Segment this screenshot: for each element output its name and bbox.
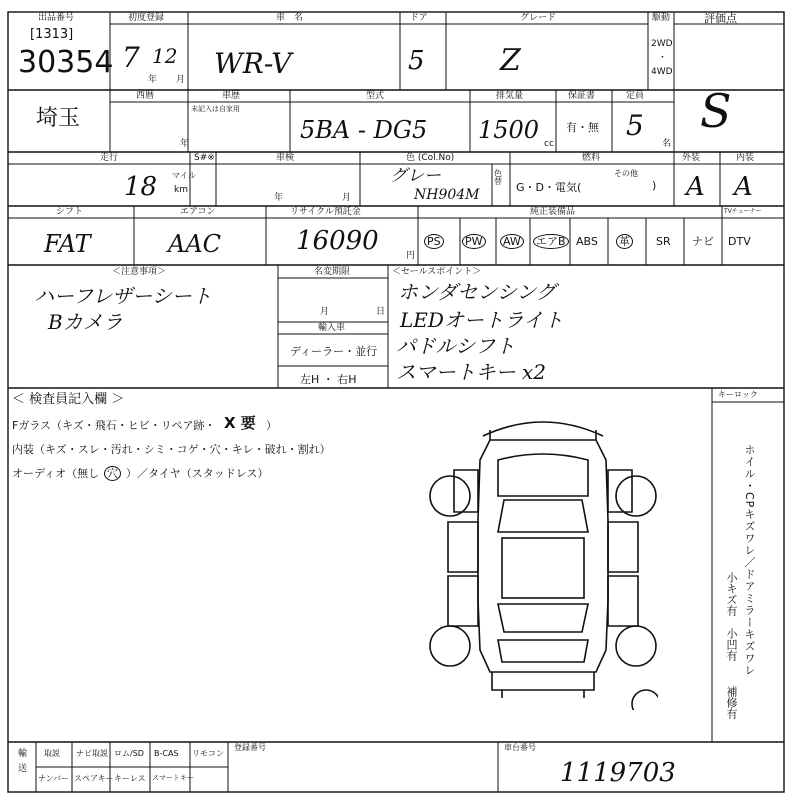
color-label: 色 (Col.No): [406, 153, 455, 163]
exterior-label: 外装: [682, 153, 701, 163]
first-reg-year: 7: [122, 41, 140, 74]
side-note-repaired: 補修有: [725, 686, 738, 719]
yen-unit: 円: [406, 251, 416, 261]
capacity-unit: 名: [662, 139, 672, 149]
tuner-label: TVチューナー: [724, 208, 762, 215]
chassis-number: 1119703: [560, 758, 676, 788]
drive-label: 駆動: [652, 13, 671, 23]
inspection-line-1-mark: X 要: [224, 414, 256, 432]
history-note: 未記入は自家用: [191, 105, 240, 113]
region: 埼玉: [36, 106, 81, 131]
year-char: 年: [148, 75, 158, 85]
car-diagram: [428, 400, 658, 710]
inspection-line-3a: オーディオ（無し: [12, 467, 100, 480]
history-label: 車歴: [222, 91, 241, 101]
item-smart-key: スマートキー: [152, 774, 194, 782]
interior-grade: A: [734, 172, 753, 202]
model-label: 型式: [366, 91, 385, 101]
inspection-line-2: 内装（キズ・スレ・汚れ・シミ・コゲ・穴・キレ・破れ・割れ）: [12, 443, 331, 456]
inspection-line-3-circled: 穴: [104, 466, 121, 481]
shipping-label: 輸送: [16, 748, 26, 778]
sales-label: ＜セールスポイント＞: [392, 267, 482, 277]
grade: Z: [500, 43, 521, 78]
item-manual: 取説: [44, 749, 60, 758]
drive-4wd: 4WD: [651, 67, 673, 77]
door-count: 5: [408, 46, 425, 76]
ac-label: エアコン: [180, 207, 216, 217]
fuel-close: ): [652, 179, 657, 192]
item-keyless: キーレス: [114, 774, 146, 783]
options-label: 純正装備品: [530, 207, 576, 217]
caution-line-2: Bカメラ: [48, 310, 123, 334]
drive-dot: ・: [658, 53, 668, 63]
reg-number-label: 登録番号: [234, 743, 266, 752]
sales-line-4: スマートキー x2: [396, 360, 546, 384]
sales-line-1: ホンダセンシング: [398, 280, 556, 304]
displacement-label: 排気量: [496, 91, 524, 101]
fuel-other: その他: [614, 169, 638, 178]
nc-month: 月: [320, 307, 330, 317]
capacity: 5: [626, 109, 644, 142]
history-year: 年: [180, 139, 190, 149]
option-navi: ナビ: [692, 235, 714, 248]
sales-line-3: パドルシフト: [396, 334, 516, 358]
exterior-grade: A: [686, 172, 705, 202]
car-name: WR-V: [214, 47, 292, 80]
inspection-title: ＜ 検査員記入欄 ＞: [12, 392, 125, 407]
option-sr: SR: [656, 235, 671, 248]
interior-label: 内装: [736, 153, 755, 163]
keylock-label: キーロック: [718, 390, 758, 399]
recycle-amount: 16090: [296, 226, 379, 256]
caution-label: ＜注意事項＞: [112, 267, 167, 277]
fuel-label: 燃料: [582, 153, 601, 163]
lot-number: 30354: [18, 45, 114, 80]
item-number-plate: ナンバー: [38, 774, 70, 783]
inspection-line-1: Fガラス（キズ・飛石・ヒビ・リペア跡・: [12, 419, 216, 432]
item-bcas: B-CAS: [154, 749, 179, 758]
lot-label: 出品番号: [38, 13, 75, 23]
option-aw: AW: [500, 234, 524, 249]
shift-label: シフト: [56, 207, 84, 217]
first-reg-month: 12: [152, 44, 178, 68]
color-change-label: 色替: [494, 169, 502, 186]
displacement: 1500: [478, 116, 540, 144]
warranty-value: 有・無: [566, 121, 599, 134]
inspection-line-3b: ）／タイヤ（スタッドレス）: [126, 467, 269, 480]
model: 5BA - DG5: [300, 116, 428, 144]
door-label: ドア: [410, 13, 428, 23]
item-spare-key: スペアキー: [74, 774, 114, 783]
score: S: [700, 84, 732, 138]
inspection-line-1-close: ）: [266, 419, 277, 432]
mileage-label: 走行: [100, 153, 119, 163]
handle-value: 左H ・ 右H: [300, 373, 357, 386]
mile-unit: マイル: [172, 171, 196, 180]
sales-line-2: LEDオートライト: [400, 308, 564, 332]
shift: FAT: [44, 230, 91, 258]
side-note-small-scratch: 小キズ有: [725, 572, 738, 616]
nc-day: 日: [376, 307, 386, 317]
side-vertical-note: ホイル・CPキズワレ／ドアミラーキズワレ: [743, 444, 756, 677]
item-navi-manual: ナビ取説: [76, 749, 108, 758]
option-dtv: DTV: [728, 235, 751, 248]
item-rom-sd: ロム/SD: [114, 749, 144, 758]
name-change-label: 名変期限: [314, 267, 351, 277]
first-reg-label: 初度登録: [128, 13, 165, 23]
option-ps: PS: [424, 234, 444, 249]
score-label: 評価点: [704, 12, 737, 25]
capacity-label: 定員: [626, 91, 645, 101]
option-pw: PW: [462, 234, 486, 249]
drive-2wd: 2WD: [651, 39, 673, 49]
color-code: NH904M: [414, 187, 480, 203]
fuel-value: G・D・電気(: [516, 181, 582, 194]
side-note-small-dent: 小凹有: [725, 628, 738, 661]
import-label: 輸入車: [318, 323, 346, 333]
lot-code: [1313]: [30, 27, 74, 42]
cc-unit: cc: [544, 139, 554, 149]
month-char: 月: [176, 75, 186, 85]
ins-year: 年: [274, 193, 284, 203]
inspection-label: 車検: [276, 153, 295, 163]
caution-line-1: ハーフレザーシート: [34, 284, 212, 308]
car-name-label: 車 名: [276, 13, 304, 23]
color-name: グレー: [390, 166, 441, 186]
warranty-label: 保証書: [568, 91, 596, 101]
grade-label: グレード: [520, 13, 557, 23]
option-airbag: エアB: [533, 234, 569, 249]
chassis-label: 車台番号: [504, 743, 536, 752]
recycle-label: リサイクル預託金: [290, 207, 361, 217]
option-leather: 革: [616, 234, 633, 249]
import-value: ディーラー・並行: [290, 345, 378, 358]
serial-label: S#※: [194, 153, 215, 163]
ac: AAC: [168, 230, 222, 258]
west-label: 西暦: [136, 91, 155, 101]
option-abs: ABS: [576, 235, 598, 248]
km-unit: km: [174, 185, 188, 195]
item-remote: リモコン: [192, 749, 224, 758]
ins-month: 月: [342, 193, 352, 203]
mileage: 18: [124, 172, 158, 202]
